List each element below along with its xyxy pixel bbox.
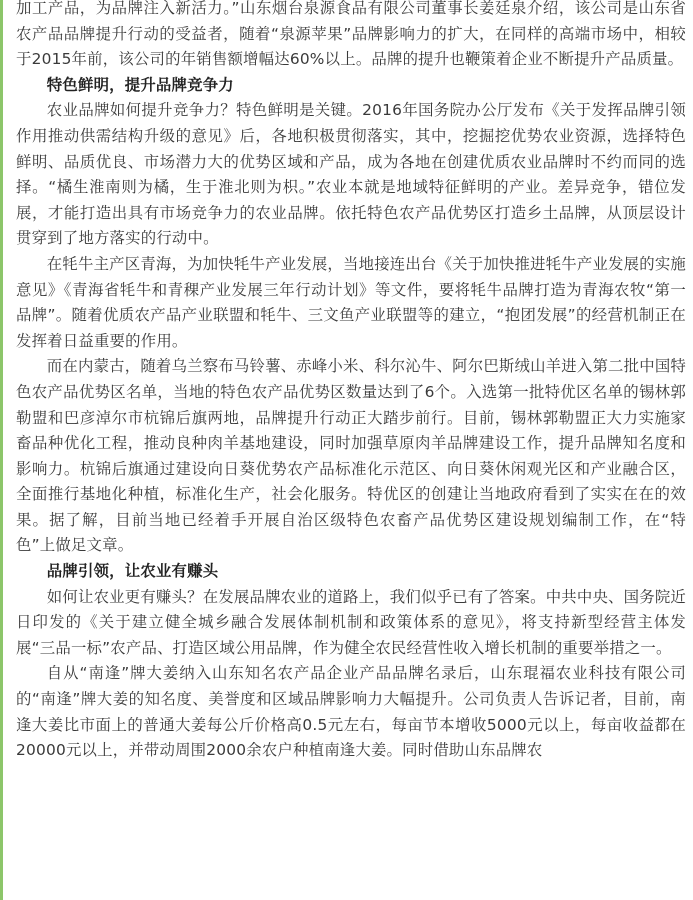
section-heading-brand: 品牌引领，让农业有赚头 [46, 562, 219, 581]
article-paragraph-4: 而在内蒙古，随着乌兰察布马铃薯、赤峰小米、科尔沁牛、阿尔巴斯绒山羊进入第二批中国特色农产品优势区名单，当地的特色农产品优势区数量达到了6个。入选第一批特优区名单的锡林郭勒盟和巴彦淖尔市杭锦后旗两地，品牌提升行动正大踏步前行。目前，锡林郭勒盟正大力实施家畜品种优化工程，推动良种肉羊基地建设，同时加强草原肉羊品牌建设工作，提升品牌知名度和影响力。杭锦后旗通过建设向日葵优势农产品标准化示范区、向日葵休闲观光区和产业融合区，全面推行基地化种植，标准化生产，社会化服务。特优区的创建让当地政府看到了实实在在的效果。据了解，目前当地已经着手开展自治区级特色农畜产品优势区建设规划编制工作，在“特色”上做足文章。 [16, 357, 687, 555]
section-heading-feature: 特色鲜明，提升品牌竞争力 [46, 75, 234, 94]
article-paragraph-5: 如何让农业更有赚头？在发展品牌农业的道路上，我们似乎已有了答案。中共中央、国务院近日印发的《关于建立健全城乡融合发展体制机制和政策体系的意见》，将支持新型经营主体发展“三品一标”农产品、打造区域公用品牌，作为健全农民经营性收入增长机制的重要举措之一。 [16, 587, 687, 657]
article-paragraph-3: 在牦牛主产区青海，为加快牦牛产业发展，当地接连出台《关于加快推进牦牛产业发展的实施意见》《青海省牦牛和青稞产业发展三年行动计划》等文件，要将牦牛品牌打造为青海农牧“第一品牌”。随着优质农产品产业联盟和牦牛、三文鱼产业联盟等的建立，“抱团发展”的经营机制正在发挥着日益重要的作用。 [16, 254, 687, 350]
article-paragraph-6: 自从“南逢”牌大姜纳入山东知名农产品企业产品品牌名录后，山东琨福农业科技有限公司的“南逢”牌大姜的知名度、美誉度和区域品牌影响力大幅提升。公司负责人告诉记者，目前，南逢大姜比市面上的普通大姜每公斤价格高0.5元左右，每亩节本增收5000元以上，每亩收益都在20000元以上，并带动周围2000余农户种植南逢大姜。同时借助山东品牌农 [16, 664, 686, 760]
article-body [16, 0, 686, 764]
left-accent-border [0, 0, 3, 900]
article-paragraph-2: 农业品牌如何提升竞争力？特色鲜明是关键。2016年国务院办公厅发布《关于发挥品牌引领作用推动供需结构升级的意见》后，各地积极贯彻落实，其中，挖掘挖优势农业资源，选择特色鲜明、品质优良、市场潜力大的优势区域和产品，成为各地在创建优质农业品牌时不约而同的选择。“橘生淮南则为橘，生于淮北则为枳。”农业本就是地域特征鲜明的产业。差异竞争，错位发展，才能打造出具有市场竞争力的农业品牌。依托特色农产品优势区打造乡土品牌，从顶层设计贯穿到了地方落实的行动中。 [16, 101, 686, 248]
article-paragraph-1: 加工产品，为品牌注入新活力。”山东烟台泉源食品有限公司董事长姜廷泉介绍，该公司是山东省农产品品牌提升行动的受益者，随着“泉源苹果”品牌影响力的扩大，在同样的高端市场中，相较于2015年前，该公司的年销售额增幅达60%以上。品牌的提升也鞭策着企业不断提升产品质量。 [16, 0, 686, 69]
